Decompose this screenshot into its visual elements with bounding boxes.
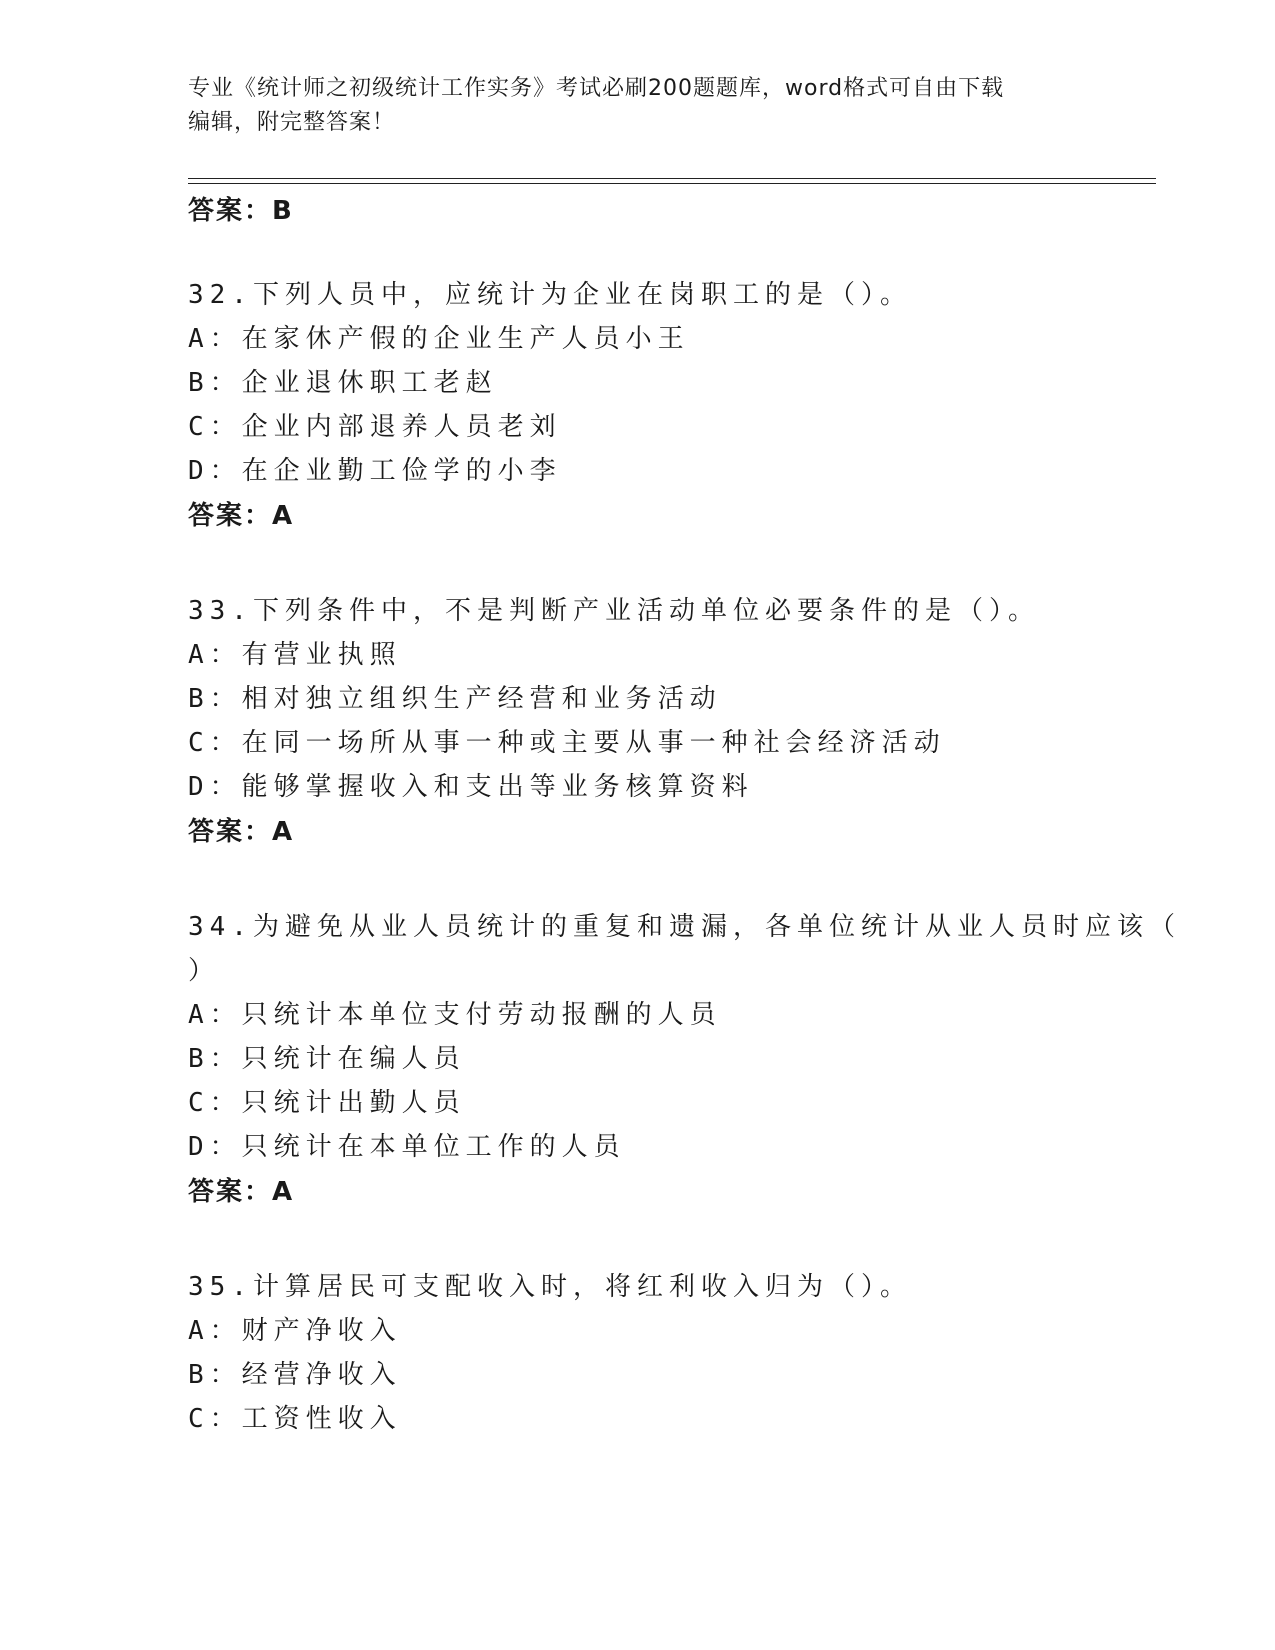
question-33-option-a: A：有营业执照	[188, 640, 402, 670]
question-34-option-d: D：只统计在本单位工作的人员	[188, 1132, 626, 1162]
question-32-option-b: B：企业退休职工老赵	[188, 368, 498, 398]
question-34-option-a: A：只统计本单位支付劳动报酬的人员	[188, 1000, 722, 1030]
question-34-stem: 34.为避免从业人员统计的重复和遗漏，各单位统计从业人员时应该（	[188, 912, 1181, 942]
question-35-option-b: B：经营净收入	[188, 1360, 402, 1390]
question-34-answer: 答案：A	[188, 1177, 295, 1207]
header-rule-top	[188, 178, 1156, 179]
question-33-option-b: B：相对独立组织生产经营和业务活动	[188, 684, 722, 714]
question-33-option-c: C：在同一场所从事一种或主要从事一种社会经济活动	[188, 728, 946, 758]
question-33-option-d: D：能够掌握收入和支出等业务核算资料	[188, 772, 754, 802]
question-35-option-c: C：工资性收入	[188, 1404, 402, 1434]
question-32-option-a: A：在家休产假的企业生产人员小王	[188, 324, 690, 354]
question-35-option-a: A：财产净收入	[188, 1316, 402, 1346]
question-35-stem: 35.计算居民可支配收入时，将红利收入归为（）。	[188, 1272, 912, 1302]
question-32-option-c: C：企业内部退养人员老刘	[188, 412, 562, 442]
previous-answer: 答案：B	[188, 196, 294, 226]
question-34-option-b: B：只统计在编人员	[188, 1044, 466, 1074]
question-32-option-d: D：在企业勤工俭学的小李	[188, 456, 562, 486]
question-33-stem: 33.下列条件中，不是判断产业活动单位必要条件的是（）。	[188, 596, 1040, 626]
document-header	[188, 72, 1088, 140]
question-32-answer: 答案：A	[188, 501, 295, 531]
question-32-stem: 32.下列人员中，应统计为企业在岗职工的是（）。	[188, 280, 912, 310]
question-34-option-c: C：只统计出勤人员	[188, 1088, 466, 1118]
header-line-1: 专业《统计师之初级统计工作实务》考试必刷200题题库，word格式可自由下载	[188, 76, 1005, 101]
header-rule-bottom	[188, 183, 1156, 184]
question-34-stem-continued: ）	[188, 956, 221, 986]
header-line-2: 编辑，附完整答案！	[188, 110, 396, 135]
question-33-answer: 答案：A	[188, 817, 295, 847]
